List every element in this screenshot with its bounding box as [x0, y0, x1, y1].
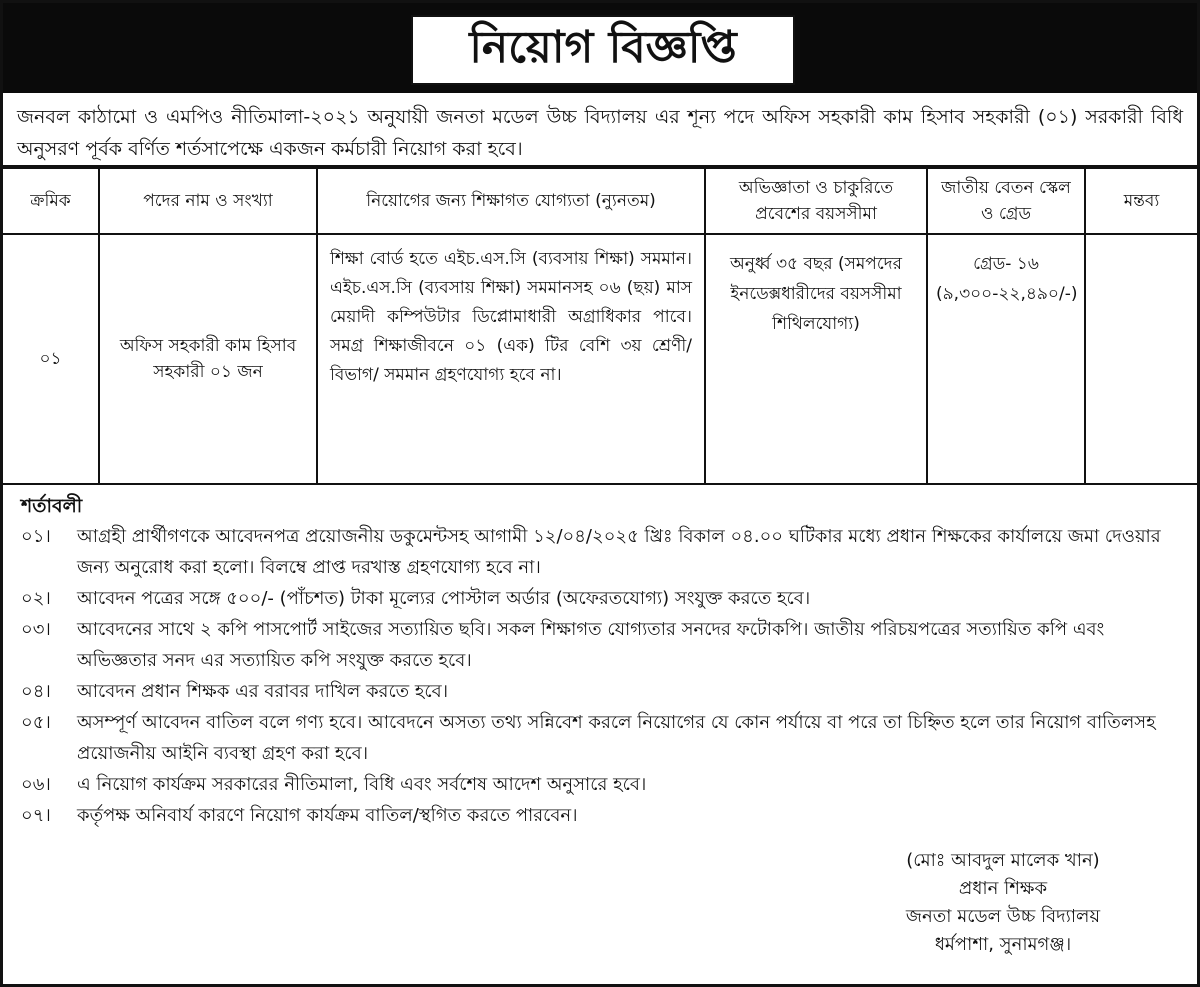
condition-item [21, 614, 1183, 676]
condition-item [21, 676, 1183, 707]
header-banner [3, 3, 1197, 93]
condition-item [21, 521, 1183, 583]
intro-paragraph: জনবল কাঠামো ও এমপিও নীতিমালা-২০২১ অনুযায়ী জনতা মডেল উচ্চ বিদ্যালয় এর শূন্য পদে অফিস সহকারী কাম হিসাব সহকারী (০১) সরকারী বিধি অনুসরণ পূর্বক বর্ণিত শর্তসাপেক্ষে একজন কর্মচারী নিয়োগ করা হবে। [3, 93, 1197, 167]
condition-number: ০৩। [21, 619, 51, 640]
posts-table [3, 167, 1197, 485]
table-header-row [3, 168, 1197, 234]
cell-serial: ০১ [3, 234, 99, 484]
condition-number: ০৫। [21, 712, 51, 733]
condition-number: ০২। [21, 588, 51, 609]
cell-post: অফিস সহকারী কাম হিসাব সহকারী ০১ জন [99, 234, 317, 484]
header-pay: জাতীয় বেতন স্কেল ও গ্রেড [927, 168, 1085, 234]
condition-number: ০৬। [21, 774, 51, 795]
signatory-designation: প্রধান শিক্ষক [958, 878, 1048, 899]
condition-text: আবেদন পত্রের সঙ্গে ৫০০/- (পাঁচশত) টাকা মূল্যের পোস্টাল অর্ডার (অফেরতযোগ্য) সংযুক্ত করতে হবে। [77, 588, 811, 609]
condition-text: আগ্রহী প্রার্থীগণকে আবেদনপত্র প্রয়োজনীয় ডকুমেন্টসহ আগামী ১২/০৪/২০২৫ খ্রিঃ বিকাল ০৪.০০ ঘটিকার মধ্যে প্রধান শিক্ষকের কার্যালয়ে জমা দেওয়ার জন্য অনুরোধ করা হলো। বিলম্বে প্রাপ্ত দরখাস্ত গ্রহণযোগ্য হবে না। [77, 526, 1161, 578]
condition-text: এ নিয়োগ কার্যক্রম সরকারের নীতিমালা, বিধি এবং সর্বশেষ আদেশ অনুসারে হবে। [77, 774, 647, 795]
signatory-institution: জনতা মডেল উচ্চ বিদ্যালয় [905, 906, 1101, 927]
condition-number: ০১। [21, 526, 51, 547]
header-age: অভিজ্ঞাতা ও চাকুরিতে প্রবেশের বয়সসীমা [705, 168, 927, 234]
condition-item [21, 800, 1183, 831]
page-title: নিয়োগ বিজ্ঞপ্তি [411, 15, 795, 85]
table-row [3, 234, 1197, 484]
condition-item [21, 769, 1183, 800]
condition-text: অসম্পূর্ণ আবেদন বাতিল বলে গণ্য হবে। আবেদনে অসত্য তথ্য সন্নিবেশ করলে নিয়োগের যে কোন পর্যায়ে বা পরে তা চিহ্নিত হলে তার নিয়োগ বাতিলসহ প্রয়োজনীয় আইনি ব্যবস্থা গ্রহণ করা হবে। [77, 712, 1156, 764]
pay-grade: গ্রেড- ১৬ [973, 254, 1039, 274]
header-serial: ক্রমিক [3, 168, 99, 234]
cell-age: অনুর্ধ্ব ৩৫ বছর (সমপদের ইনডেক্সধারীদের বয়সসীমা শিথিলযোগ্য) [705, 234, 927, 484]
header-post: পদের নাম ও সংখ্যা [99, 168, 317, 234]
condition-text: আবেদনের সাথে ২ কপি পাসপোর্ট সাইজের সত্যায়িত ছবি। সকল শিক্ষাগত যোগ্যতার সনদের ফটোকপি। জাতীয় পরিচয়পত্রের সত্যায়িত কপি এবং অভিজ্ঞতার সনদ এর সত্যায়িত কপি সংযুক্ত করতে হবে। [77, 619, 1105, 671]
cell-pay [927, 234, 1085, 484]
conditions-section [3, 485, 1197, 955]
conditions-heading: শর্তাবলী [21, 495, 83, 517]
cell-qualification: শিক্ষা বোর্ড হতে এইচ.এস.সি (ব্যবসায় শিক্ষা) সমমান। এইচ.এস.সি (ব্যবসায় শিক্ষা) সমমানসহ ০৬ (ছয়) মাস মেয়াদী কম্পিউটার ডিপ্লোমাধারী অগ্রাধিকার পাবে। সমগ্র শিক্ষাজীবনে ০১ (এক) টির বেশি ৩য় শ্রেণী/ বিভাগ/ সমমান গ্রহণযোগ্য হবে না। [317, 234, 705, 484]
header-remarks: মন্তব্য [1085, 168, 1197, 234]
condition-item [21, 583, 1183, 614]
condition-item [21, 707, 1183, 769]
signatory-location: ধর্মপাশা, সুনামগঞ্জ। [934, 934, 1072, 955]
header-qualification: নিয়োগের জন্য শিক্ষাগত যোগ্যতা (ন্যুনতম) [317, 168, 705, 234]
condition-number: ০৭। [21, 805, 51, 826]
condition-text: আবেদন প্রধান শিক্ষক এর বরাবর দাখিল করতে হবে। [77, 681, 449, 702]
signatory-name: (মোঃ আবদুল মালেক খান) [906, 850, 1100, 871]
signature-block [853, 847, 1153, 959]
condition-text: কর্তৃপক্ষ অনিবার্য কারণে নিয়োগ কার্যক্রম বাতিল/স্থগিত করতে পারবেন। [77, 805, 578, 826]
condition-number: ০৪। [21, 681, 51, 702]
cell-remarks [1085, 234, 1197, 484]
pay-scale: (৯,৩০০-২২,৪৯০/-) [936, 284, 1078, 304]
